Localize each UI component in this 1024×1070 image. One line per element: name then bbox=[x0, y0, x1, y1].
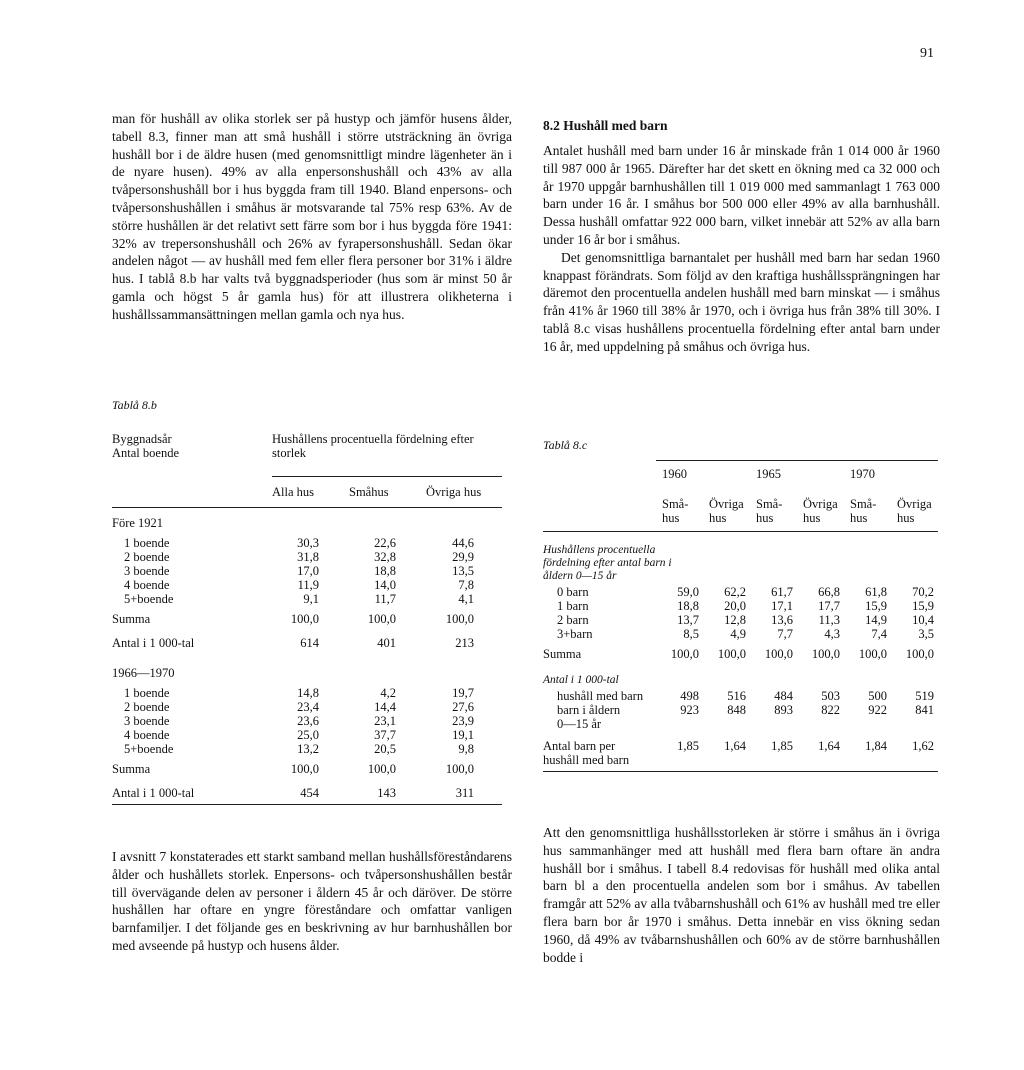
value-cell: 1,64 bbox=[703, 739, 750, 772]
table-b-grid bbox=[112, 432, 502, 805]
paragraph-text: Antalet hushåll med barn under 16 år minskade från 1 014 000 år 1960 till 987 000 år 1965. Därefter har det skett en ökning med ca 32 000 och år 1970 uppgår barnhushållen till 1 019 000 med sammanlagt 1 763 000 barn under 16 år. I småhus bor 500 000 eller 49% av alla barnhushåll. Dessa hushåll omfattar 922 000 barn, vilket innebär att 52% av alla barn under 16 år bor i småhus. bbox=[543, 143, 940, 247]
value-cell: 1,84 bbox=[844, 739, 891, 772]
sub-header-ovriga: Övriga hus bbox=[797, 497, 844, 532]
value-alla-hus: 11,9 bbox=[297, 577, 319, 592]
value-cell: 4,9 bbox=[730, 627, 746, 641]
row-label: Summa bbox=[543, 647, 582, 661]
value-smahus: 14,4 bbox=[374, 699, 396, 714]
value-ovriga-hus: 213 bbox=[455, 635, 474, 650]
section-title-row bbox=[112, 666, 502, 680]
summa-row bbox=[543, 647, 938, 661]
table-c-grid bbox=[543, 460, 938, 772]
value-smahus: 143 bbox=[349, 786, 426, 805]
value-ovriga-hus: 4,1 bbox=[458, 591, 474, 606]
spacer-row bbox=[112, 626, 502, 636]
value-cell: 8,5 bbox=[683, 627, 699, 641]
paragraph-text: Det genomsnittliga barnantalet per hushåll med barn har sedan 1960 knappast förändrats. Som följd av den kraftiga hushållssprängningen har däremot den procentuella andelen hushåll med barn minskat — i småhus från 41% år 1960 till 38% år 1970, och i övriga hus från 38% till 30%. I tablå 8.c visas hushållens procentuella fördelning efter antal barn under 16 år, med uppdelning på småhus och övriga hus. bbox=[543, 249, 940, 354]
row-label: hushåll med barn bbox=[557, 689, 644, 703]
spacer-cell bbox=[112, 776, 502, 786]
sub-header-ovriga: Övriga hus bbox=[891, 497, 938, 532]
section-title: 1966—1970 bbox=[112, 665, 175, 680]
summa-row bbox=[112, 762, 502, 776]
value-cell: 7,7 bbox=[777, 627, 793, 641]
value-cell: 14,9 bbox=[865, 613, 887, 627]
empty-cell bbox=[112, 476, 272, 507]
value-cell: 500 bbox=[868, 689, 887, 703]
value-smahus: 18,8 bbox=[374, 563, 396, 578]
value-ovriga-hus: 100,0 bbox=[445, 761, 474, 776]
value-alla-hus: 9,1 bbox=[303, 591, 319, 606]
value-alla-hus: 454 bbox=[272, 786, 349, 805]
value-alla-hus: 25,0 bbox=[297, 727, 319, 742]
spacer-cell bbox=[543, 731, 938, 739]
value-smahus: 4,2 bbox=[380, 685, 396, 700]
value-ovriga-hus: 29,9 bbox=[452, 549, 474, 564]
spacer-row bbox=[543, 731, 938, 739]
empty-cell bbox=[272, 516, 349, 530]
value-cell: 59,0 bbox=[677, 585, 699, 599]
value-cell: 61,7 bbox=[771, 585, 793, 599]
value-cell: 10,4 bbox=[912, 613, 934, 627]
value-smahus: 100,0 bbox=[367, 611, 396, 626]
stub-header bbox=[112, 432, 272, 476]
spacer-cell bbox=[543, 532, 938, 545]
value-cell: 11,3 bbox=[818, 613, 840, 627]
value-cell: 893 bbox=[774, 703, 793, 717]
value-cell: 66,8 bbox=[818, 585, 840, 599]
sub-header-smahus: Små- hus bbox=[656, 497, 703, 532]
spacer-cell bbox=[112, 626, 502, 636]
row-label: Summa bbox=[112, 611, 151, 626]
value-cell: 7,4 bbox=[871, 627, 887, 641]
value-ovriga-hus: 7,8 bbox=[458, 577, 474, 592]
value-ovriga-hus: 23,9 bbox=[452, 713, 474, 728]
table-row bbox=[543, 613, 938, 627]
value-cell: 822 bbox=[821, 703, 840, 717]
table-row bbox=[543, 585, 938, 599]
table-row bbox=[112, 714, 502, 728]
value-smahus: 32,8 bbox=[374, 549, 396, 564]
row-label: 4 boende bbox=[124, 727, 170, 742]
spacer-row bbox=[543, 661, 938, 673]
value-cell: 922 bbox=[868, 703, 887, 717]
row-label: 0 barn bbox=[557, 585, 589, 599]
value-cell: 12,8 bbox=[724, 613, 746, 627]
value-cell: 484 bbox=[774, 689, 793, 703]
section-title: Hushållens procentuella fördelning efter antal barn i åldern 0—15 år bbox=[543, 544, 672, 582]
value-cell: 1,64 bbox=[797, 739, 844, 772]
row-label: Summa bbox=[112, 761, 151, 776]
table-row bbox=[543, 703, 938, 731]
col-header-smahus: Småhus bbox=[349, 476, 426, 507]
antal-row bbox=[112, 636, 502, 650]
empty-cell bbox=[543, 497, 656, 532]
value-ovriga-hus: 311 bbox=[426, 786, 502, 805]
row-label: 2 boende bbox=[124, 699, 170, 714]
stub-header-2: Antal boende bbox=[112, 446, 179, 460]
row-label: 4 boende bbox=[124, 577, 170, 592]
stub-header-1: Byggnadsår bbox=[112, 432, 172, 446]
row-label: 1 boende bbox=[124, 685, 170, 700]
row-label: Antal i 1 000-tal bbox=[112, 635, 195, 650]
value-smahus: 23,1 bbox=[374, 713, 396, 728]
empty-cell bbox=[543, 461, 656, 498]
column-header-row bbox=[112, 476, 502, 507]
value-cell: 1,85 bbox=[656, 739, 703, 772]
left-paragraph-2 bbox=[112, 848, 512, 955]
value-cell: 18,8 bbox=[677, 599, 699, 613]
value-cell: 100,0 bbox=[764, 647, 793, 661]
row-label: 3 boende bbox=[124, 563, 170, 578]
header-row bbox=[112, 432, 502, 476]
paragraph-text: I avsnitt 7 konstaterades ett starkt samband mellan hushållsföreståndarens ålder och hushållets storlek. Enpersons- och tvåpersonshushållen består till övervägande delen av personer i åldern 45 år och däröver. De större hushållen har oftare en yngre föreståndare och omfattar vanligen barnfamiljer. I det följande ges en beskrivning av hur barnhushållen bor med avseende på hustyp och husens ålder. bbox=[112, 849, 512, 953]
value-alla-hus: 23,4 bbox=[297, 699, 319, 714]
value-cell: 923 bbox=[680, 703, 699, 717]
value-cell: 17,1 bbox=[771, 599, 793, 613]
value-smahus: 11,7 bbox=[374, 591, 396, 606]
row-label: 5+boende bbox=[124, 741, 174, 756]
group-header: Hushållens procentuella fördelning efter storlek bbox=[272, 432, 502, 476]
empty-cell bbox=[426, 516, 502, 530]
value-cell: 62,2 bbox=[724, 585, 746, 599]
value-ovriga-hus: 9,8 bbox=[458, 741, 474, 756]
col-header-ovriga-hus: Övriga hus bbox=[426, 476, 502, 507]
right-paragraph-3 bbox=[543, 824, 940, 966]
empty-cell bbox=[426, 666, 502, 680]
table-c bbox=[543, 460, 938, 772]
value-alla-hus: 13,2 bbox=[297, 741, 319, 756]
year-header-row bbox=[543, 461, 938, 498]
value-smahus: 22,6 bbox=[374, 535, 396, 550]
value-smahus: 401 bbox=[377, 635, 396, 650]
value-cell: 1,85 bbox=[750, 739, 797, 772]
sub-header-row bbox=[543, 497, 938, 532]
spacer-cell bbox=[112, 650, 502, 666]
value-alla-hus: 31,8 bbox=[297, 549, 319, 564]
sub-header-smahus: Små- hus bbox=[844, 497, 891, 532]
empty-cell bbox=[349, 666, 426, 680]
row-label: 5+boende bbox=[124, 591, 174, 606]
spacer-row bbox=[112, 507, 502, 516]
value-cell: 100,0 bbox=[670, 647, 699, 661]
value-alla-hus: 23,6 bbox=[297, 713, 319, 728]
row-label: 1 barn bbox=[557, 599, 589, 613]
value-cell: 20,0 bbox=[724, 599, 746, 613]
value-cell: 503 bbox=[821, 689, 840, 703]
value-cell: 4,3 bbox=[824, 627, 840, 641]
table-row bbox=[112, 742, 502, 756]
value-cell: 100,0 bbox=[811, 647, 840, 661]
table-row bbox=[543, 627, 938, 641]
table-c-caption: Tablå 8.c bbox=[543, 438, 588, 452]
value-cell: 498 bbox=[680, 689, 699, 703]
section-title-row bbox=[112, 516, 502, 530]
section-title-row bbox=[543, 673, 938, 687]
section-title-row bbox=[543, 544, 938, 583]
summa-row bbox=[112, 612, 502, 626]
table-row bbox=[112, 564, 502, 578]
spacer-row bbox=[112, 776, 502, 786]
value-cell: 100,0 bbox=[905, 647, 934, 661]
value-cell: 516 bbox=[727, 689, 746, 703]
empty-cell bbox=[349, 516, 426, 530]
row-label: Antal i 1 000-tal bbox=[112, 786, 272, 805]
value-cell: 70,2 bbox=[912, 585, 934, 599]
value-cell: 61,8 bbox=[865, 585, 887, 599]
paragraph-text: Att den genomsnittliga hushållsstorleken är större i småhus än i övriga hus sammanhänger med att hushåll med flera barn oftare än andra hushåll bor i småhus. I tabell 8.4 redovisas för hushåll med olika antal barn bl a den procentuella andelen som bor i småhus. Av tabellen framgår att 52% av alla tvåbarnshushåll och 61% av hushåll med tre eller flera barn bor år 1970 i småhus. Detta innebär en viss ökning sedan 1960, då 49% av tvåbarnshushållen och 60% av de större barnhushållen bodde i bbox=[543, 825, 940, 965]
row-label: 2 barn bbox=[557, 613, 589, 627]
row-label: 3 boende bbox=[124, 713, 170, 728]
value-alla-hus: 14,8 bbox=[297, 685, 319, 700]
year-header: 1970 bbox=[844, 461, 938, 498]
paragraph-text: man för hushåll av olika storlek ser på hustyp och jämför husens ålder, tabell 8.3, finner man att små hushåll i större utsträckning än övriga hushåll bor i de äldre husen (med genomsnittligt mindre lägenheter än i de nyare husen). 49% av alla enpersonshushåll och 43% av alla tvåpersonshushåll bor i hus byggda fram till 1940. Bland enpersons- och tvåpersonshushållen i småhus är motsvarande tal 75% resp 63%. Av de större hushållen är det relativt sett färre som bor i hus byggda före 1941: 32% av trepersonshushåll och 26% av fyrapersonshushåll. Sedan ökar andelen något — av hushåll med fem eller flera personer bor 31% i äldre hus. I tablå 8.b har valts två byggnadsperioder (hus som är minst 50 år gamla och högst 5 år gamla hus) för att illustrera olikheterna i hushållssammansättningen mellan gamla och nya hus. bbox=[112, 111, 512, 322]
value-cell: 17,7 bbox=[818, 599, 840, 613]
year-header: 1960 bbox=[656, 461, 750, 498]
spacer-cell bbox=[543, 661, 938, 673]
value-alla-hus: 17,0 bbox=[297, 563, 319, 578]
table-row bbox=[112, 686, 502, 700]
spacer-cell bbox=[112, 507, 502, 516]
value-cell: 100,0 bbox=[717, 647, 746, 661]
year-header: 1965 bbox=[750, 461, 844, 498]
value-ovriga-hus: 27,6 bbox=[452, 699, 474, 714]
per-hushall-row bbox=[543, 739, 938, 772]
table-row bbox=[543, 599, 938, 613]
value-alla-hus: 30,3 bbox=[297, 535, 319, 550]
value-cell: 841 bbox=[915, 703, 934, 717]
value-cell: 15,9 bbox=[865, 599, 887, 613]
row-label: Antal barn per hushåll med barn bbox=[543, 739, 656, 772]
right-paragraphs bbox=[543, 142, 940, 356]
value-cell: 15,9 bbox=[912, 599, 934, 613]
value-alla-hus: 100,0 bbox=[290, 761, 319, 776]
sub-header-smahus: Små- hus bbox=[750, 497, 797, 532]
row-label: 3+barn bbox=[557, 627, 593, 641]
table-row bbox=[112, 536, 502, 550]
value-cell: 3,5 bbox=[918, 627, 934, 641]
value-cell: 1,62 bbox=[891, 739, 938, 772]
section-heading: 8.2 Hushåll med barn bbox=[543, 118, 668, 133]
table-b bbox=[112, 432, 502, 805]
value-ovriga-hus: 44,6 bbox=[452, 535, 474, 550]
value-cell: 100,0 bbox=[858, 647, 887, 661]
spacer-row bbox=[543, 532, 938, 545]
table-row bbox=[112, 592, 502, 606]
spacer-row bbox=[112, 650, 502, 666]
antal-row bbox=[112, 786, 502, 805]
section-title: Antal i 1 000-tal bbox=[543, 674, 619, 686]
table-row bbox=[112, 550, 502, 564]
value-ovriga-hus: 100,0 bbox=[445, 611, 474, 626]
section-title: Före 1921 bbox=[112, 515, 164, 530]
left-paragraph-1 bbox=[112, 110, 512, 324]
table-row bbox=[112, 728, 502, 742]
table-row bbox=[112, 700, 502, 714]
value-cell: 848 bbox=[727, 703, 746, 717]
table-b-caption: Tablå 8.b bbox=[112, 398, 157, 412]
table-row bbox=[112, 578, 502, 592]
value-alla-hus: 614 bbox=[300, 635, 319, 650]
page-number: 91 bbox=[920, 46, 934, 61]
value-alla-hus: 100,0 bbox=[290, 611, 319, 626]
value-cell: 519 bbox=[915, 689, 934, 703]
value-ovriga-hus: 19,1 bbox=[452, 727, 474, 742]
value-smahus: 37,7 bbox=[374, 727, 396, 742]
value-ovriga-hus: 19,7 bbox=[452, 685, 474, 700]
row-label: 2 boende bbox=[124, 549, 170, 564]
value-smahus: 20,5 bbox=[374, 741, 396, 756]
empty-cell bbox=[272, 666, 349, 680]
value-smahus: 14,0 bbox=[374, 577, 396, 592]
table-row bbox=[543, 689, 938, 703]
value-smahus: 100,0 bbox=[367, 761, 396, 776]
value-cell: 13,7 bbox=[677, 613, 699, 627]
col-header-alla-hus: Alla hus bbox=[272, 476, 349, 507]
value-ovriga-hus: 13,5 bbox=[452, 563, 474, 578]
sub-header-ovriga: Övriga hus bbox=[703, 497, 750, 532]
row-label: 1 boende bbox=[124, 535, 170, 550]
value-cell: 13,6 bbox=[771, 613, 793, 627]
row-label: barn i åldern 0—15 år bbox=[557, 703, 621, 731]
